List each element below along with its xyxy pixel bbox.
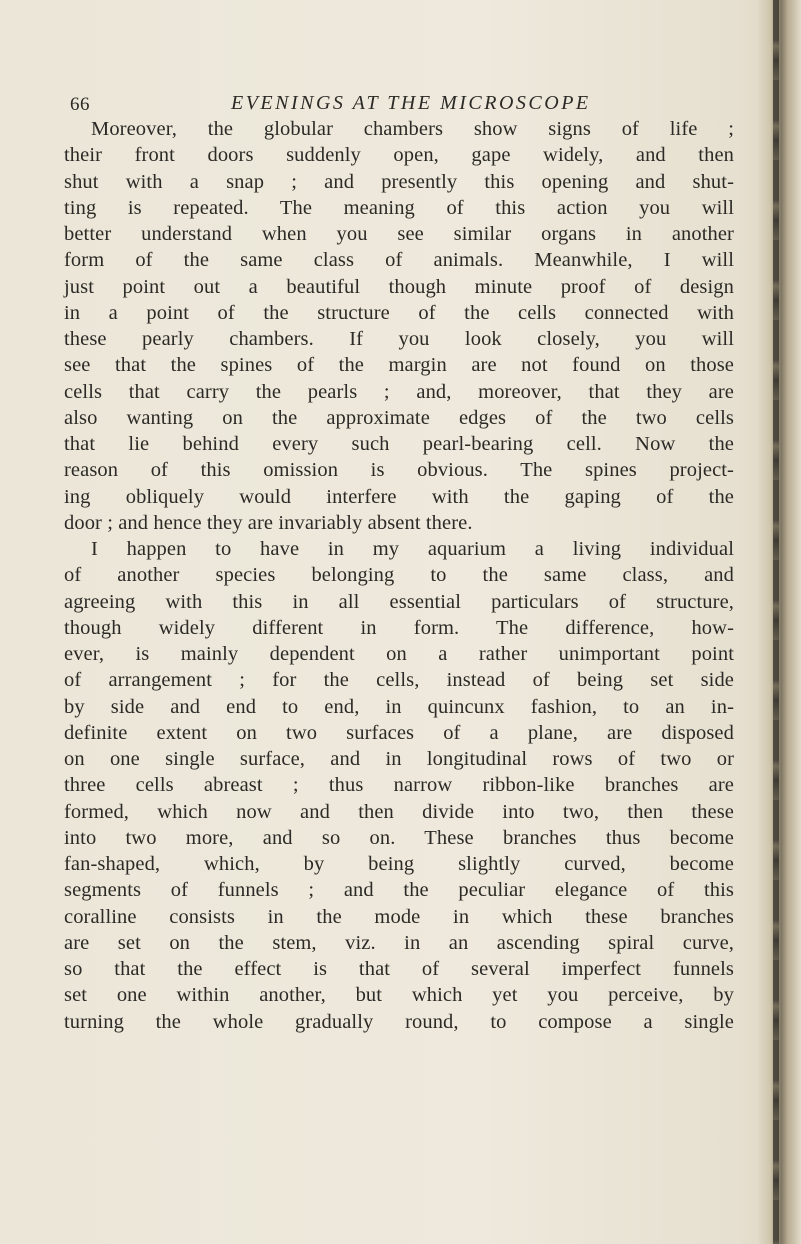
text-line: of arrangement ; for the cells, instead of being set side xyxy=(64,669,734,692)
text-line: that lie behind every such pearl-bearing cell. Now the xyxy=(64,433,734,455)
text-line: their front doors suddenly open, gape widely, and then xyxy=(64,144,734,167)
text-line: though widely different in form. The difference, how- xyxy=(64,616,734,639)
text-line: of another species belonging to the same class, and xyxy=(64,564,734,587)
book-binding-edge xyxy=(757,0,801,1244)
text-line: on one single surface, and in longitudinal rows of two or xyxy=(64,748,734,770)
text-line: are set on the stem, viz. in an ascending spiral curve, xyxy=(64,931,734,954)
text-line: agreeing with this in all essential particulars of structure, xyxy=(64,590,734,613)
text-line: cells that carry the pearls ; and, moreover, that they are xyxy=(64,380,734,403)
text-line: by side and end to end, in quincunx fashion, to an in- xyxy=(64,695,734,718)
text-line: ting is repeated. The meaning of this action you will xyxy=(64,196,734,219)
text-line: ever, is mainly dependent on a rather unimportant point xyxy=(64,643,734,665)
text-line: form of the same class of animals. Meanwhile, I will xyxy=(64,249,734,272)
text-line: better understand when you see similar organs in another xyxy=(64,223,734,245)
page-number: 66 xyxy=(70,94,90,115)
text-line: Moreover, the globular chambers show signs of life ; xyxy=(91,118,734,140)
text-line: into two more, and so on. These branches thus become xyxy=(64,826,734,849)
text-line: so that the effect is that of several imperfect funnels xyxy=(64,958,734,980)
text-line: shut with a snap ; and presently this opening and shut- xyxy=(64,170,734,193)
running-head: EVENINGS AT THE MICROSCOPE xyxy=(231,92,591,114)
text-line: three cells abreast ; thus narrow ribbon-like branches are xyxy=(64,774,734,797)
text-line: fan-shaped, which, by being slightly curved, become xyxy=(64,853,734,875)
text-line: just point out a beautiful though minute proof of design xyxy=(64,275,734,298)
text-line: I happen to have in my aquarium a living individual xyxy=(91,538,734,560)
text-line: door ; and hence they are invariably absent there. xyxy=(64,511,473,534)
text-line: definite extent on two surfaces of a plane, are disposed xyxy=(64,721,734,744)
text-line: formed, which now and then divide into two, then these xyxy=(64,800,734,823)
text-line: segments of funnels ; and the peculiar elegance of this xyxy=(64,879,734,902)
text-line: these pearly chambers. If you look closely, you will xyxy=(64,328,734,350)
text-line: coralline consists in the mode in which these branches xyxy=(64,905,734,928)
text-line: ing obliquely would interfere with the gaping of the xyxy=(64,485,734,508)
text-line: see that the spines of the margin are not found on those xyxy=(64,354,734,377)
text-line: reason of this omission is obvious. The spines project- xyxy=(64,459,734,482)
book-binding-shadow xyxy=(773,0,779,1244)
text-line: turning the whole gradually round, to compose a single xyxy=(64,1010,734,1033)
text-line: also wanting on the approximate edges of the two cells xyxy=(64,406,734,429)
text-line: set one within another, but which yet you perceive, by xyxy=(64,984,734,1007)
text-line: in a point of the structure of the cells connected with xyxy=(64,301,734,324)
body-text xyxy=(64,116,734,1035)
